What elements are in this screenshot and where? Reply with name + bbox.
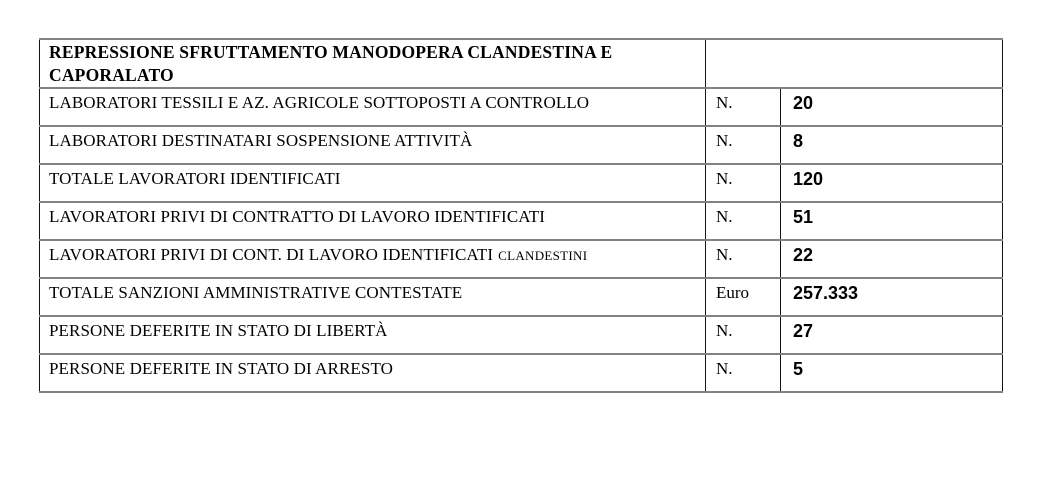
table-row: [40, 126, 1003, 164]
row-unit: N.: [706, 202, 781, 240]
row-label: [40, 164, 706, 202]
row-label: [40, 354, 706, 392]
row-value: 8: [781, 126, 1003, 164]
row-unit: N.: [706, 126, 781, 164]
row-label-text: LABORATORI TESSILI E AZ. AGRICOLE SOTTOPOSTI A CONTROLLO: [49, 93, 590, 112]
table-row: [40, 354, 1003, 392]
table-row: [40, 316, 1003, 354]
row-label: [40, 278, 706, 316]
row-label-text: PERSONE DEFERITE IN STATO DI LIBERTÀ: [49, 321, 388, 340]
row-value: 120: [781, 164, 1003, 202]
row-unit: N.: [706, 354, 781, 392]
row-value: 51: [781, 202, 1003, 240]
row-unit: N.: [706, 240, 781, 278]
row-unit: N.: [706, 164, 781, 202]
table-header-row: [40, 39, 1003, 88]
row-value: 27: [781, 316, 1003, 354]
table-header-empty-cell: [706, 39, 1003, 88]
table-title: REPRESSIONE SFRUTTAMENTO MANODOPERA CLANDESTINA E CAPORALATO: [40, 39, 706, 88]
table-row: [40, 88, 1003, 126]
row-value: 20: [781, 88, 1003, 126]
table-row: [40, 240, 1003, 278]
row-label: [40, 88, 706, 126]
table-row: [40, 164, 1003, 202]
row-unit: Euro: [706, 278, 781, 316]
table-row: [40, 202, 1003, 240]
table-row: [40, 278, 1003, 316]
row-label-text: LABORATORI DESTINATARI SOSPENSIONE ATTIVITÀ: [49, 131, 473, 150]
row-value: 5: [781, 354, 1003, 392]
row-unit: N.: [706, 316, 781, 354]
row-label: [40, 316, 706, 354]
row-label-text: TOTALE SANZIONI AMMINISTRATIVE CONTESTATE: [49, 283, 463, 302]
row-label-text: LAVORATORI PRIVI DI CONT. DI LAVORO IDENTIFICATI: [49, 245, 494, 264]
row-label: [40, 202, 706, 240]
report-table: [39, 38, 1003, 393]
row-label-suffix: CLANDESTINI: [498, 248, 588, 263]
row-label: [40, 240, 706, 278]
row-value: 22: [781, 240, 1003, 278]
row-label-text: TOTALE LAVORATORI IDENTIFICATI: [49, 169, 341, 188]
row-value: 257.333: [781, 278, 1003, 316]
row-label-text: PERSONE DEFERITE IN STATO DI ARRESTO: [49, 359, 393, 378]
report-table-container: [39, 38, 1003, 393]
row-label: [40, 126, 706, 164]
row-unit: N.: [706, 88, 781, 126]
row-label-text: LAVORATORI PRIVI DI CONTRATTO DI LAVORO IDENTIFICATI: [49, 207, 545, 226]
